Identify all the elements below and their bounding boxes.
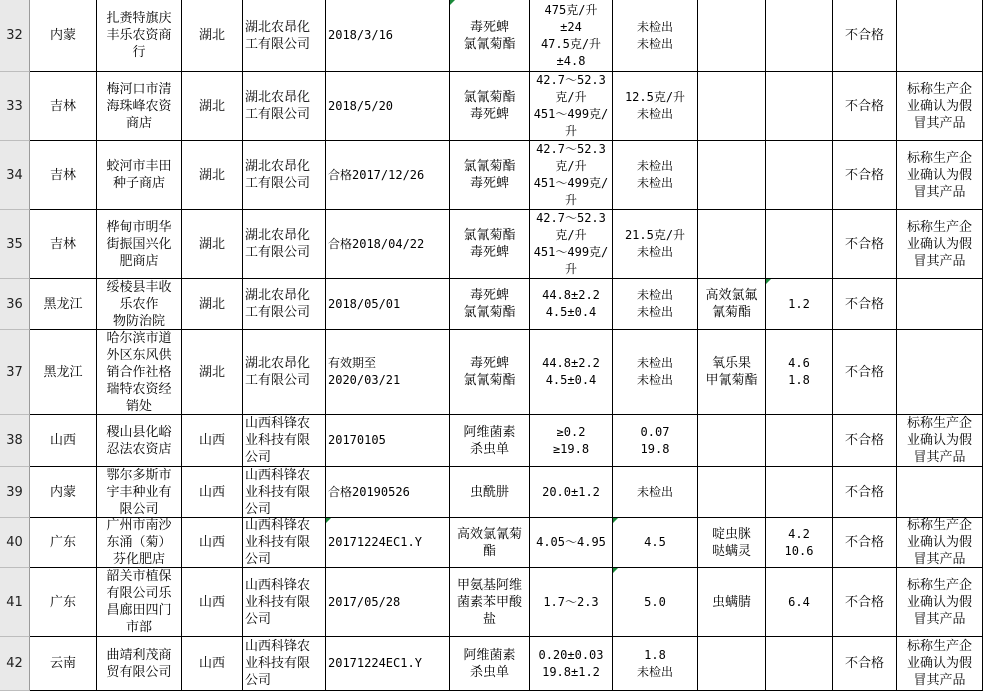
seller-cell[interactable]: 鄂尔多斯市 宇丰种业有 限公司 <box>97 467 182 518</box>
other-value-cell[interactable]: 4.2 10.6 <box>766 518 833 568</box>
other-value-cell[interactable] <box>766 141 833 210</box>
verdict-cell[interactable]: 不合格 <box>833 518 897 568</box>
manufacturer-cell[interactable]: 山西科锋农 业科技有限 公司 <box>243 518 326 568</box>
manufacturer-cell[interactable]: 山西科锋农 业科技有限 公司 <box>243 637 326 691</box>
other-value-cell[interactable] <box>766 210 833 279</box>
seller-cell[interactable]: 扎赉特旗庆 丰乐农资商 行 <box>97 0 182 72</box>
other-ingredient-cell[interactable] <box>698 415 766 467</box>
origin-cell[interactable]: 湖北 <box>182 330 243 415</box>
manufacturer-cell[interactable]: 湖北农昂化 工有限公司 <box>243 141 326 210</box>
seller-cell[interactable]: 绥棱县丰收 乐农作 物防治院 <box>97 279 182 330</box>
row-number[interactable]: 33 <box>0 72 30 141</box>
table-row <box>0 279 983 330</box>
seller-cell[interactable]: 广州市南沙 东涌（菊） 芬化肥店 <box>97 518 182 568</box>
verdict-cell[interactable]: 不合格 <box>833 330 897 415</box>
other-ingredient-cell[interactable]: 虫螨腈 <box>698 568 766 637</box>
origin-cell[interactable]: 山西 <box>182 518 243 568</box>
province-cell[interactable]: 广东 <box>30 568 97 637</box>
row-number[interactable]: 35 <box>0 210 30 279</box>
seller-cell[interactable]: 稷山县化峪 忍法农资店 <box>97 415 182 467</box>
verdict-cell[interactable]: 不合格 <box>833 568 897 637</box>
province-cell[interactable]: 云南 <box>30 637 97 691</box>
origin-cell[interactable]: 湖北 <box>182 141 243 210</box>
remark-cell[interactable]: 标称生产企 业确认为假 冒其产品 <box>897 415 983 467</box>
origin-cell[interactable]: 山西 <box>182 637 243 691</box>
manufacturer-cell[interactable]: 山西科锋农 业科技有限 公司 <box>243 467 326 518</box>
other-ingredient-cell[interactable] <box>698 0 766 72</box>
province-cell[interactable]: 广东 <box>30 518 97 568</box>
standard-value-cell[interactable]: 475克/升 ±24 47.5克/升 ±4.8 <box>530 0 613 72</box>
row-number[interactable]: 36 <box>0 279 30 330</box>
production-date-cell[interactable]: 合格20190526 <box>326 467 450 518</box>
seller-cell[interactable]: 哈尔滨市道 外区东风供 销合作社格 瑞特农资经 销处 <box>97 330 182 415</box>
other-ingredient-cell[interactable] <box>698 141 766 210</box>
standard-value-cell[interactable]: 42.7～52.3 克/升 451～499克/ 升 <box>530 141 613 210</box>
standard-value-cell[interactable]: 0.20±0.03 19.8±1.2 <box>530 637 613 691</box>
ingredient-cell[interactable]: 高效氯氰菊 酯 <box>450 518 530 568</box>
row-number[interactable]: 37 <box>0 330 30 415</box>
manufacturer-cell[interactable]: 山西科锋农 业科技有限 公司 <box>243 415 326 467</box>
other-value-cell[interactable] <box>766 0 833 72</box>
production-date-cell[interactable]: 2018/3/16 <box>326 0 450 72</box>
remark-cell[interactable]: 标称生产企 业确认为假 冒其产品 <box>897 72 983 141</box>
production-date-cell[interactable]: 2018/05/01 <box>326 279 450 330</box>
table-row <box>0 568 983 637</box>
detected-value-cell[interactable]: 21.5克/升 未检出 <box>613 210 698 279</box>
detected-value-cell[interactable]: 0.07 19.8 <box>613 415 698 467</box>
other-ingredient-cell[interactable]: 高效氯氟 氰菊酯 <box>698 279 766 330</box>
manufacturer-cell[interactable]: 湖北农昂化 工有限公司 <box>243 330 326 415</box>
detected-value-cell[interactable]: 未检出 <box>613 467 698 518</box>
province-cell[interactable]: 吉林 <box>30 72 97 141</box>
province-cell[interactable]: 内蒙 <box>30 467 97 518</box>
verdict-cell[interactable]: 不合格 <box>833 72 897 141</box>
province-cell[interactable]: 黑龙江 <box>30 279 97 330</box>
table-row <box>0 0 983 72</box>
ingredient-cell[interactable]: 阿维菌素 杀虫单 <box>450 637 530 691</box>
other-value-cell[interactable] <box>766 467 833 518</box>
other-value-cell[interactable]: 6.4 <box>766 568 833 637</box>
seller-cell[interactable]: 梅河口市清 海珠峰农资 商店 <box>97 72 182 141</box>
detected-value-cell[interactable]: 未检出 未检出 <box>613 279 698 330</box>
standard-value-cell[interactable]: 44.8±2.2 4.5±0.4 <box>530 330 613 415</box>
manufacturer-cell[interactable]: 湖北农昂化 工有限公司 <box>243 279 326 330</box>
verdict-cell[interactable]: 不合格 <box>833 467 897 518</box>
table-row <box>0 210 983 279</box>
row-number[interactable]: 38 <box>0 415 30 467</box>
origin-cell[interactable]: 湖北 <box>182 72 243 141</box>
detected-value-cell[interactable]: 1.8 未检出 <box>613 637 698 691</box>
ingredient-cell[interactable]: 毒死蜱 氯氰菊酯 <box>450 0 530 72</box>
seller-cell[interactable]: 蛟河市丰田 种子商店 <box>97 141 182 210</box>
seller-cell[interactable]: 桦甸市明华 街振国兴化 肥商店 <box>97 210 182 279</box>
row-number[interactable]: 42 <box>0 637 30 691</box>
remark-cell[interactable]: 标称生产企 业确认为假 冒其产品 <box>897 637 983 691</box>
row-number[interactable]: 41 <box>0 568 30 637</box>
row-number[interactable]: 34 <box>0 141 30 210</box>
ingredient-cell[interactable]: 虫酰肼 <box>450 467 530 518</box>
province-cell[interactable]: 内蒙 <box>30 0 97 72</box>
remark-cell[interactable]: 标称生产企 业确认为假 冒其产品 <box>897 518 983 568</box>
other-ingredient-cell[interactable] <box>698 210 766 279</box>
remark-cell[interactable]: 标称生产企 业确认为假 冒其产品 <box>897 210 983 279</box>
province-cell[interactable]: 黑龙江 <box>30 330 97 415</box>
standard-value-cell[interactable]: 42.7～52.3 克/升 451～499克/ 升 <box>530 72 613 141</box>
other-value-cell[interactable]: 1.2 <box>766 279 833 330</box>
remark-cell[interactable] <box>897 279 983 330</box>
row-number[interactable]: 40 <box>0 518 30 568</box>
remark-cell[interactable] <box>897 330 983 415</box>
ingredient-cell[interactable]: 毒死蜱 氯氰菊酯 <box>450 330 530 415</box>
production-date-cell[interactable]: 20171224EC1.Y <box>326 637 450 691</box>
manufacturer-cell[interactable]: 湖北农昂化 工有限公司 <box>243 210 326 279</box>
ingredient-cell[interactable]: 甲氨基阿维 菌素苯甲酸 盐 <box>450 568 530 637</box>
detected-value-cell[interactable]: 4.5 <box>613 518 698 568</box>
standard-value-cell[interactable]: ≥0.2 ≥19.8 <box>530 415 613 467</box>
ingredient-cell[interactable]: 氯氰菊酯 毒死蜱 <box>450 141 530 210</box>
ingredient-cell[interactable]: 毒死蜱 氯氰菊酯 <box>450 279 530 330</box>
verdict-cell[interactable]: 不合格 <box>833 141 897 210</box>
standard-value-cell[interactable]: 44.8±2.2 4.5±0.4 <box>530 279 613 330</box>
table-row <box>0 415 983 467</box>
standard-value-cell[interactable]: 20.0±1.2 <box>530 467 613 518</box>
manufacturer-cell[interactable]: 湖北农昂化 工有限公司 <box>243 0 326 72</box>
manufacturer-cell[interactable]: 山西科锋农 业科技有限 公司 <box>243 568 326 637</box>
other-ingredient-cell[interactable] <box>698 467 766 518</box>
other-ingredient-cell[interactable] <box>698 637 766 691</box>
seller-cell[interactable]: 曲靖利茂商 贸有限公司 <box>97 637 182 691</box>
other-ingredient-cell[interactable]: 啶虫脒 哒螨灵 <box>698 518 766 568</box>
origin-cell[interactable]: 山西 <box>182 415 243 467</box>
other-value-cell[interactable]: 4.6 1.8 <box>766 330 833 415</box>
manufacturer-cell[interactable]: 湖北农昂化 工有限公司 <box>243 72 326 141</box>
detected-value-cell[interactable]: 12.5克/升 未检出 <box>613 72 698 141</box>
other-ingredient-cell[interactable]: 氧乐果 甲氰菊酯 <box>698 330 766 415</box>
verdict-cell[interactable]: 不合格 <box>833 415 897 467</box>
detected-value-cell[interactable]: 5.0 <box>613 568 698 637</box>
table-row <box>0 637 983 691</box>
table-row <box>0 141 983 210</box>
table-row <box>0 72 983 141</box>
row-number[interactable]: 39 <box>0 467 30 518</box>
table-row <box>0 330 983 415</box>
production-date-cell[interactable]: 2018/5/20 <box>326 72 450 141</box>
remark-cell[interactable] <box>897 0 983 72</box>
ingredient-cell[interactable]: 氯氰菊酯 毒死蜱 <box>450 210 530 279</box>
origin-cell[interactable]: 山西 <box>182 568 243 637</box>
origin-cell[interactable]: 湖北 <box>182 210 243 279</box>
other-value-cell[interactable] <box>766 72 833 141</box>
province-cell[interactable]: 山西 <box>30 415 97 467</box>
remark-cell[interactable] <box>897 467 983 518</box>
production-date-cell[interactable]: 20171224EC1.Y <box>326 518 450 568</box>
detected-value-cell[interactable]: 未检出 未检出 <box>613 0 698 72</box>
verdict-cell[interactable]: 不合格 <box>833 637 897 691</box>
province-cell[interactable]: 吉林 <box>30 210 97 279</box>
other-value-cell[interactable] <box>766 415 833 467</box>
verdict-cell[interactable]: 不合格 <box>833 279 897 330</box>
origin-cell[interactable]: 山西 <box>182 467 243 518</box>
verdict-cell[interactable]: 不合格 <box>833 0 897 72</box>
production-date-cell[interactable]: 合格2018/04/22 <box>326 210 450 279</box>
remark-cell[interactable]: 标称生产企 业确认为假 冒其产品 <box>897 568 983 637</box>
standard-value-cell[interactable]: 1.7～2.3 <box>530 568 613 637</box>
origin-cell[interactable]: 湖北 <box>182 0 243 72</box>
seller-cell[interactable]: 韶关市植保 有限公司乐 昌廊田四门 市部 <box>97 568 182 637</box>
detected-value-cell[interactable]: 未检出 未检出 <box>613 330 698 415</box>
production-date-cell[interactable]: 20170105 <box>326 415 450 467</box>
ingredient-cell[interactable]: 氯氰菊酯 毒死蜱 <box>450 72 530 141</box>
table-row <box>0 518 983 568</box>
table-row <box>0 467 983 518</box>
detected-value-cell[interactable]: 未检出 未检出 <box>613 141 698 210</box>
production-date-cell[interactable]: 合格2017/12/26 <box>326 141 450 210</box>
origin-cell[interactable]: 湖北 <box>182 279 243 330</box>
production-date-cell[interactable]: 有效期至 2020/03/21 <box>326 330 450 415</box>
other-ingredient-cell[interactable] <box>698 72 766 141</box>
other-value-cell[interactable] <box>766 637 833 691</box>
standard-value-cell[interactable]: 42.7～52.3 克/升 451～499克/ 升 <box>530 210 613 279</box>
province-cell[interactable]: 吉林 <box>30 141 97 210</box>
ingredient-cell[interactable]: 阿维菌素 杀虫单 <box>450 415 530 467</box>
standard-value-cell[interactable]: 4.05～4.95 <box>530 518 613 568</box>
verdict-cell[interactable]: 不合格 <box>833 210 897 279</box>
row-number[interactable]: 32 <box>0 0 30 72</box>
remark-cell[interactable]: 标称生产企 业确认为假 冒其产品 <box>897 141 983 210</box>
production-date-cell[interactable]: 2017/05/28 <box>326 568 450 637</box>
